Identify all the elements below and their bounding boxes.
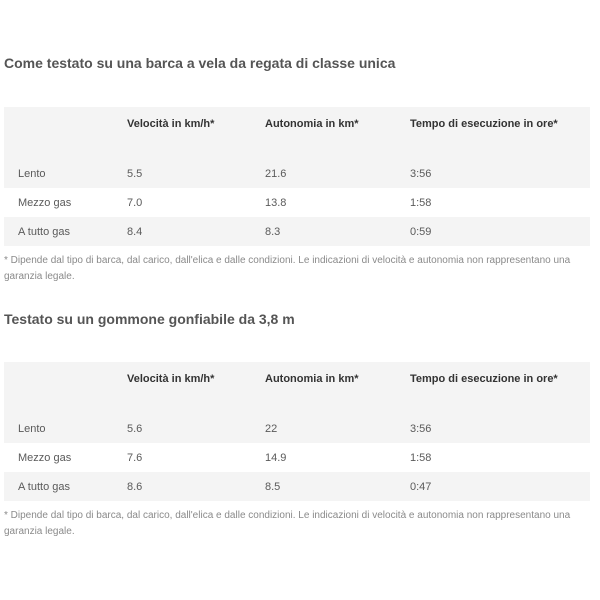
column-header-runtime: Tempo di esecuzione in ore* xyxy=(410,362,590,408)
column-header-speed: Velocità in km/h* xyxy=(127,107,265,153)
range-value: 13.8 xyxy=(265,196,287,209)
runtime-value: 1:58 xyxy=(410,451,432,464)
speed-value: 7.0 xyxy=(127,196,143,209)
row-label: Lento xyxy=(4,414,127,443)
row-label: Mezzo gas xyxy=(18,451,72,464)
table-row xyxy=(4,159,590,188)
column-header-range: Autonomia in km* xyxy=(265,362,410,408)
table-row xyxy=(4,188,590,217)
runtime-value: 0:47 xyxy=(410,472,590,501)
range-value: 14.9 xyxy=(265,451,287,464)
range-value: 22 xyxy=(265,414,410,443)
table-row xyxy=(4,472,590,501)
footnote: * Dipende dal tipo di barca, dal carico, dall'elica e dalle condizioni. Le indicazioni di velocità e autonomia non rappresentano una garanzia legale. xyxy=(4,255,571,282)
column-header-mode xyxy=(4,362,127,408)
table-row xyxy=(4,443,590,472)
column-header-mode xyxy=(4,107,127,153)
performance-section-inflatable xyxy=(4,309,590,540)
range-value: 8.5 xyxy=(265,472,410,501)
speed-value: 7.6 xyxy=(127,451,143,464)
runtime-value: 0:59 xyxy=(410,217,590,246)
section-title: Testato su un gommone gonfiabile da 3,8 m xyxy=(4,311,295,327)
row-label: Lento xyxy=(4,159,127,188)
row-label: A tutto gas xyxy=(4,472,127,501)
speed-value: 5.6 xyxy=(127,414,265,443)
speed-value: 5.5 xyxy=(127,159,265,188)
column-header-speed: Velocità in km/h* xyxy=(127,362,265,408)
performance-section-sailboat xyxy=(4,53,590,285)
row-label: Mezzo gas xyxy=(18,196,72,209)
row-label: A tutto gas xyxy=(4,217,127,246)
column-header-range: Autonomia in km* xyxy=(265,107,410,153)
speed-value: 8.4 xyxy=(127,217,265,246)
section-title: Come testato su una barca a vela da regata di classe unica xyxy=(4,55,396,71)
footnote: * Dipende dal tipo di barca, dal carico, dall'elica e dalle condizioni. Le indicazioni di velocità e autonomia non rappresentano una garanzia legale. xyxy=(4,510,571,537)
range-value: 21.6 xyxy=(265,159,410,188)
runtime-value: 3:56 xyxy=(410,159,590,188)
column-header-runtime: Tempo di esecuzione in ore* xyxy=(410,107,590,153)
range-value: 8.3 xyxy=(265,217,410,246)
table-header-row xyxy=(4,362,590,408)
speed-value: 8.6 xyxy=(127,472,265,501)
table-row xyxy=(4,414,590,443)
table-row xyxy=(4,217,590,246)
table-header-row xyxy=(4,107,590,153)
runtime-value: 3:56 xyxy=(410,414,590,443)
performance-table xyxy=(4,362,590,501)
runtime-value: 1:58 xyxy=(410,196,432,209)
performance-table xyxy=(4,107,590,246)
